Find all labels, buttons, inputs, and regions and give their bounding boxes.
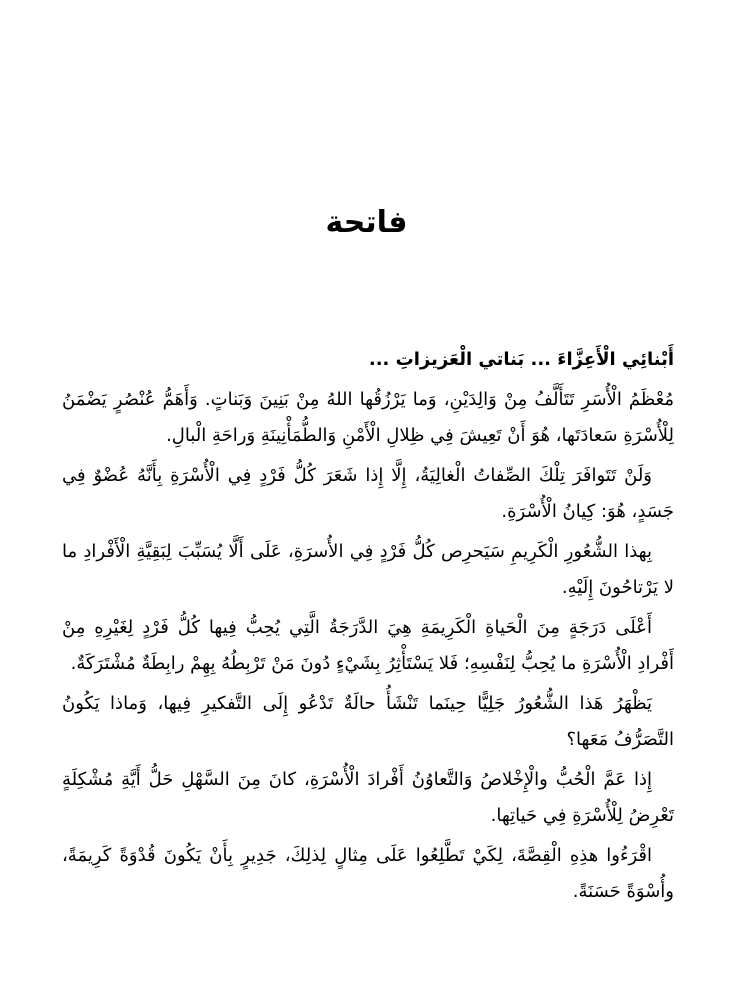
paragraph-1: مُعْظَمُ الْأُسَرِ تَتَأَلَّفُ مِنْ وَالِدَيْنِ، وَما يَرْزُقُها اللهُ مِنْ بَنِينَ وَبَناتٍ. وَأَهَمُّ عُنْصُرٍ يَضْمَنُ لِلْأُسْرَةِ سَعادَتَها، هُوَ أَنْ تَعِيشَ فِي ظِلالِ الْأَمْنِ وَالطُّمَأْنِينَةِ وَراحَةِ الْبالِ.: [62, 389, 674, 446]
paragraph-4: أَعْلَى دَرَجَةٍ مِنَ الْحَياةِ الْكَرِيمَةِ هِيَ الدَّرَجَةُ الَّتِي يُحِبُّ فِيها كُلُّ فَرْدٍ لِغَيْرِهِ مِنْ أَفْرادِ الْأُسْرَةِ ما يُحِبُّ لِنَفْسِهِ؛ فَلا يَسْتَأْثِرُ بِشَيْءٍ دُونَ مَنْ تَرْبِطُهُ بِهِمْ رابِطَةٌ مُشْتَرَكَةٌ.: [62, 617, 674, 674]
paragraph-5: يَظْهَرُ هَذا الشُّعُورُ جَلِيًّا حِينَما تَنْشَأُ حالَةٌ تَدْعُو إِلَى التَّفكيرِ فِيها، وَماذا يَكُونُ التَّصَرُّفُ مَعَها؟: [62, 693, 674, 750]
paragraph-2: وَلَنْ تَتَوافَرَ تِلْكَ الصِّفاتُ الْغالِيَةُ، إِلَّا إِذا شَعَرَ كُلُّ فَرْدٍ فِي الْأُسْرَةِ بِأَنَّهُ عُضْوٌ فِي جَسَدٍ، هُوَ: كِيانُ الْأُسْرَةِ.: [62, 465, 674, 522]
salutation-line: أَبْنائِي الْأَعِزَّاءَ ... بَناتي الْعَزيزاتِ ...: [368, 349, 674, 370]
page-body: [62, 342, 674, 914]
paragraph-7: اقْرَءُوا هذِهِ الْقِصَّةَ، لِكَيْ تَطَّلِعُوا عَلَى مِثالٍ لِذلِكَ، جَدِيرٍ بِأَنْ يَكُونَ قُدْوَةً كَرِيمَةً، وأُسْوَةً حَسَنَةً.: [62, 845, 674, 902]
paragraph-6: إِذا عَمَّ الْحُبُّ والْإِخْلاصُ وَالتَّعاوُنُ أَفْرادَ الْأُسْرَةِ، كانَ مِنَ السَّهْلِ حَلُّ أَيَّةِ مُشْكِلَةٍ تَعْرِضُ لِلْأُسْرَةِ فِي حَياتِها.: [62, 769, 674, 826]
page-title: فاتحة: [325, 205, 408, 240]
paragraph-3: بِهذا الشُّعُورِ الْكَرِيمِ سَيَحرِص كُلُّ فَرْدٍ فِي الأُسرَةِ، عَلَى أَلَّا يُسَبِّبَ لِبَقِيَّةِ الْأَفْرادِ ما لا يَرْتاحُونَ إِلَيْهِ.: [62, 541, 674, 598]
